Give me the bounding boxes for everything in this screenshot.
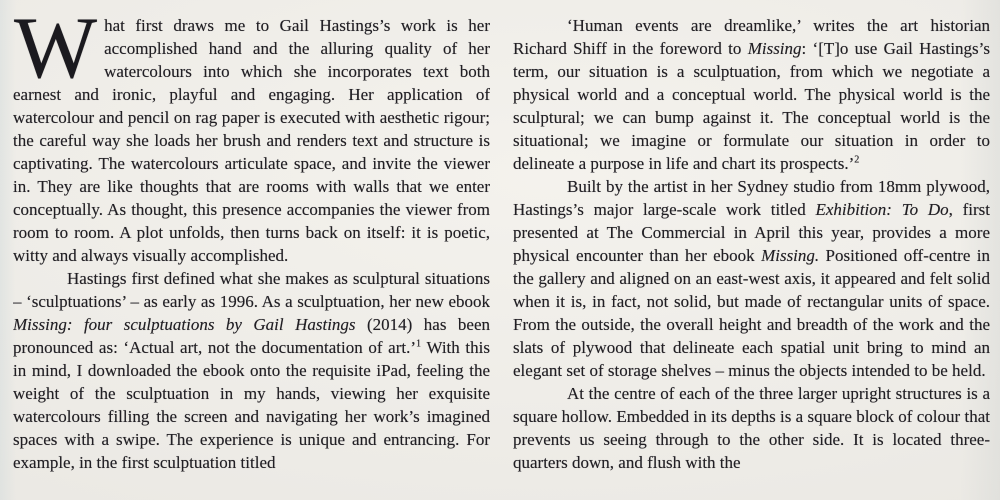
- body-text: With this in mind, I downloaded the ebook onto the requisite iPad, feeling the weight of the sculptuation in my hands, viewing her exquisite watercolours filling the screen and navigating her work’s imagined spaces with a swipe. The experience is unique and entrancing. For example, in the first sculptuation titled: [13, 338, 490, 472]
- body-text: hat first draws me to Gail Hastings’s work is her accomplished hand and the alluring quality of her watercolours into which she incorporates text both earnest and ironic, playful and engaging. Her application of watercolour and pencil on rag paper is executed with aesthetic rigour; the careful way she loads her brush and renders text and structure is captivating. The watercolours articulate space, and invite the viewer in. They are like thoughts that are rooms with walls that we enter conceptually. As thought, this presence accompanies the viewer from room to room. A plot unfolds, then turns back on itself: it is poetic, witty and always visually accomplished.: [13, 16, 490, 265]
- drop-cap: W: [14, 14, 98, 97]
- paragraph: [13, 267, 490, 474]
- left-column: [13, 14, 490, 500]
- footnote-marker: 2: [854, 154, 860, 166]
- body-text: , first presented at The Commercial in April this year, provides a more physical encounter than her ebook: [513, 200, 990, 265]
- paragraph: [513, 382, 990, 474]
- body-text: (2014) has been pronounced as: ‘Actual art, not the documentation of art.’: [13, 315, 490, 357]
- body-text: At the centre of each of the three larger upright structures is a square hollow. Embedded in its depths is a square block of colour that prevents us seeing through to the other side. It is located three-quarters down, and flush with the: [513, 384, 990, 472]
- paragraph: [13, 14, 490, 267]
- paragraph: [513, 14, 990, 175]
- paragraph: [513, 175, 990, 382]
- body-text: Hastings first defined what she makes as sculptural situations – ‘sculptuations’ – as early as 1996. As a sculptuation, her new ebook: [13, 269, 490, 311]
- italic-title: Missing: [747, 39, 802, 58]
- italic-title: Missing: four sculptuations by Gail Hastings: [13, 315, 356, 334]
- body-text: ‘Human events are dreamlike,’ writes the art historian Richard Shiff in the foreword to: [513, 16, 990, 58]
- right-column: [513, 14, 990, 500]
- body-text: Positioned off-centre in the gallery and aligned on an east-west axis, it appeared and felt solid when it is, in fact, not solid, but made of rectangular units of space. From the outside, the overall height and breadth of the work and the slats of plywood that delineate each spatial unit bring to mind an elegant set of storage shelves – minus the objects intended to be held.: [513, 246, 990, 380]
- body-text: Built by the artist in her Sydney studio from 18mm plywood, Hastings’s major large-scale work titled: [513, 177, 990, 219]
- italic-title: Missing.: [761, 246, 820, 265]
- footnote-marker: 1: [416, 338, 422, 350]
- body-text: : ‘[T]o use Gail Hastings’s term, our situation is a sculptuation, from which we negotiate a physical world and a conceptual world. The physical world is the sculptural; we can bump against it. The conceptual world is the situational; we imagine or formulate our situation in order to delineate a purpose in life and chart its prospects.’: [513, 39, 990, 173]
- italic-title: Exhibition: To Do: [815, 200, 949, 219]
